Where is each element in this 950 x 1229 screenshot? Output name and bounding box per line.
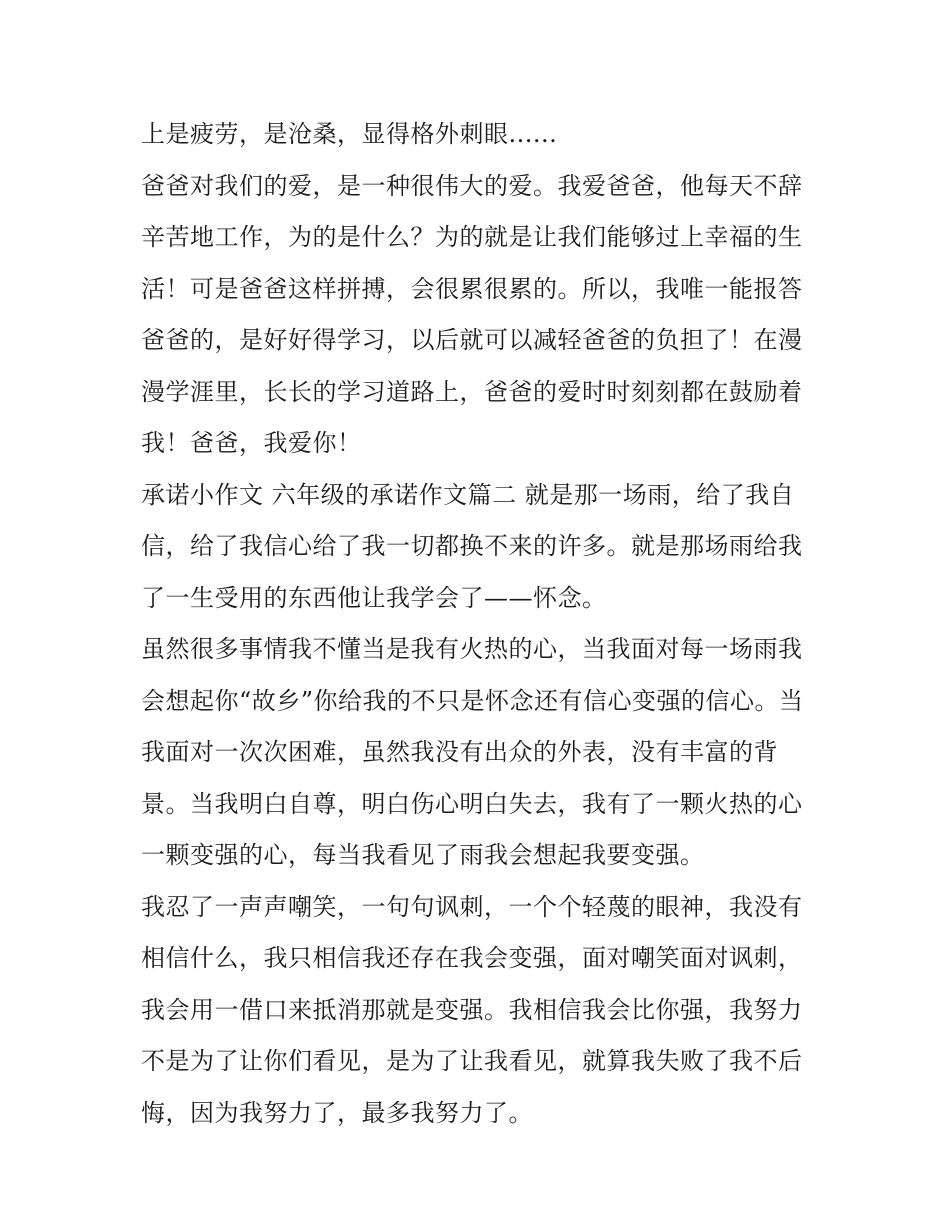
text-line: 景。当我明白自尊，明白伤心明白失去，我有了一颗火热的心 <box>141 789 803 818</box>
text-line: 承诺小作文 六年级的承诺作文篇二 就是那一场雨，给了我自 <box>141 480 795 509</box>
text-line: 爸爸的，是好好得学习，以后就可以减轻爸爸的负担了！在漫 <box>141 326 803 354</box>
text-line: 爸爸对我们的爱，是一种很伟大的爱。我爱爸爸，他每天不辞 <box>141 171 803 200</box>
essay-text <box>141 109 821 1139</box>
text-line: 漫学涯里，长长的学习道路上，爸爸的爱时时刻刻都在鼓励着 <box>141 377 803 406</box>
text-line: 相信什么，我只相信我还存在我会变强，面对嘲笑面对讽刺， <box>141 944 803 972</box>
text-line: 虽然很多事情我不懂当是我有火热的心，当我面对每一场雨我 <box>141 635 803 663</box>
text-line: 辛苦地工作，为的是什么？为的就是让我们能够过上幸福的生 <box>141 223 803 251</box>
text-line: 活！可是爸爸这样拼搏，会很累很累的。所以，我唯一能报答 <box>141 274 803 303</box>
text-line: 不是为了让你们看见，是为了让我看见，就算我失败了我不后 <box>141 1047 803 1075</box>
text-line: 信，给了我信心给了我一切都换不来的许多。就是那场雨给我 <box>141 532 803 560</box>
text-line: 会想起你“故乡”你给我的不只是怀念还有信心变强的信心。当 <box>141 686 804 715</box>
text-line: 一颗变强的心，每当我看见了雨我会想起我要变强。 <box>141 841 705 869</box>
text-line: 我面对一次次困难，虽然我没有出众的外表，没有丰富的背 <box>141 738 778 766</box>
text-line: 我！爸爸，我爱你！ <box>141 429 362 457</box>
text-line: 我会用一借口来抵消那就是变强。我相信我会比你强，我努力 <box>141 995 803 1024</box>
text-line: 悔，因为我努力了，最多我努力了。 <box>141 1098 533 1127</box>
text-line: 上是疲劳，是沧桑，显得格外刺眼...... <box>141 120 558 148</box>
text-line: 我忍了一声声嘲笑，一句句讽刺，一个个轻蔑的眼神，我没有 <box>141 892 803 921</box>
text-line: 了一生受用的东西他让我学会了——怀念。 <box>141 583 607 612</box>
